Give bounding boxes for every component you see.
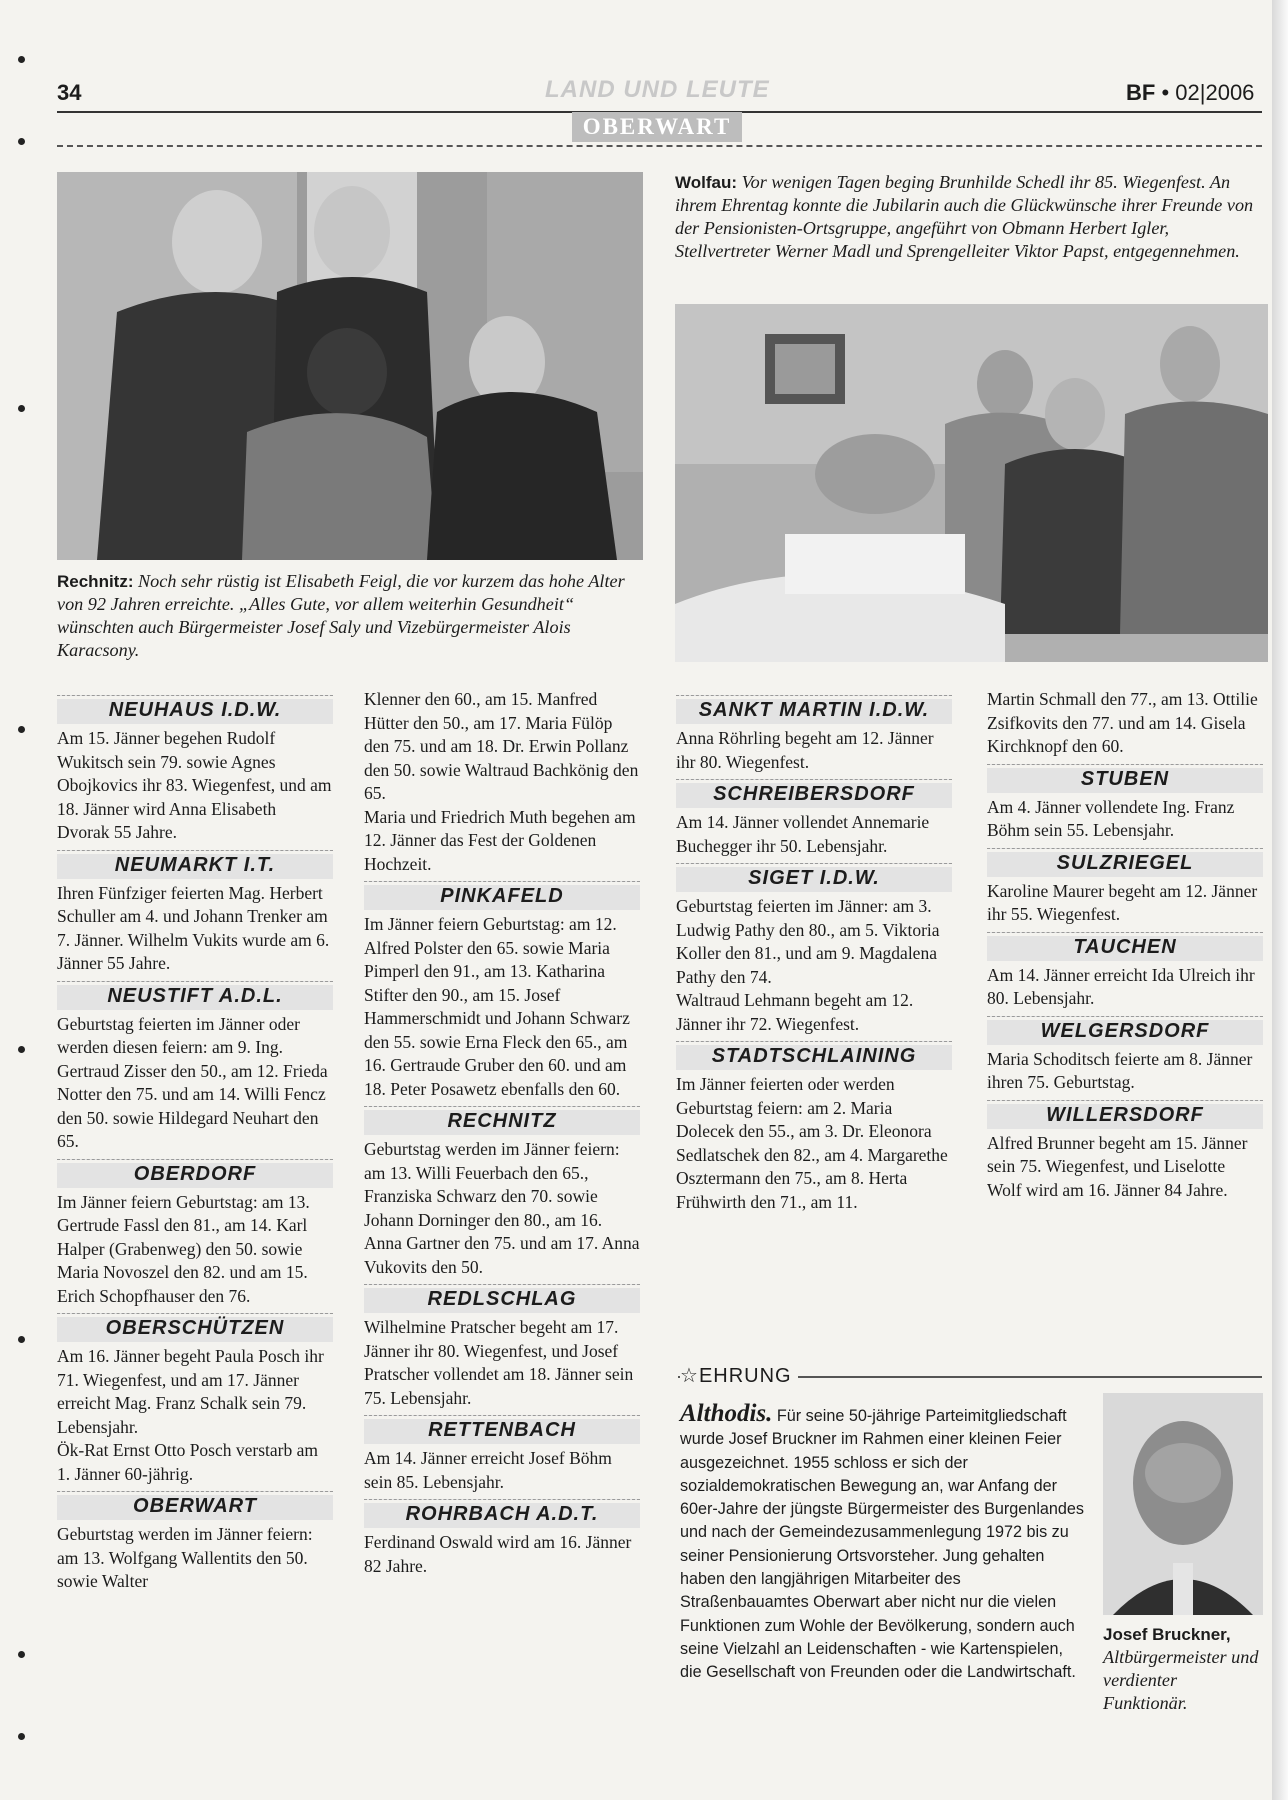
page-number: 34 (57, 80, 82, 105)
caption-place: Wolfau: (675, 173, 738, 192)
ehrung-heading: ☆EHRUNG (680, 1363, 798, 1388)
column-3 (676, 690, 952, 1214)
heading-welgersdorf: WELGERSDORF (987, 1016, 1263, 1045)
heading-redlschlag: REDLSCHLAG (364, 1284, 640, 1313)
ehrung-article (680, 1400, 1088, 1685)
section-title: LAND UND LEUTE (545, 76, 770, 103)
column-1 (57, 690, 333, 1594)
header-dashed-rule (57, 145, 1262, 147)
entry-text: Im Jänner feierten oder werden Geburtstag feiern: am 2. Maria Dolecek den 55., am 3. Dr. Eleonora Sedlatschek den 82., am 4. Margarethe Osztermann den 75., am 8. Herta Frühwirth den 71., am 11. (676, 1074, 948, 1212)
entry-text: Geburtstag feierten im Jänner: am 3. Ludwig Pathy den 80., am 5. Viktoria Koller den 81., und am 9. Magdalena Pathy den 74. (676, 896, 940, 987)
entry-text: Im Jänner feiern Geburtstag: am 13. Gertrude Fassl den 81., am 14. Karl Halper (Grabenweg) den 50. sowie Maria Novoszel den 82. und am 15. Erich Schopfhauser den 76. (57, 1191, 310, 1306)
entry-text: Am 4. Jänner vollendete Ing. Franz Böhm sein 55. Lebensjahr. (987, 796, 1235, 840)
entry-text: Wilhelmine Pratscher begeht am 17. Jänner ihr 80. Wiegenfest, und Josef Pratscher vollendet am 18. Jänner sein 75. Lebensjahr. (364, 1317, 634, 1408)
entry-text: Ferdinand Oswald wird am 16. Jänner 82 Jahre. (364, 1532, 632, 1576)
heading-oberdorf: OBERDORF (57, 1159, 333, 1188)
heading-neumarkt: NEUMARKT I.T. (57, 850, 333, 879)
ehrung-place: Althodis. (680, 1400, 773, 1427)
star-icon: ☆ (680, 1365, 699, 1387)
heading-pinkafeld: PINKAFELD (364, 881, 640, 910)
entry-text: Maria Schoditsch feierte am 8. Jänner ihren 75. Geburtstag. (987, 1048, 1253, 1092)
caption-rechnitz (57, 570, 642, 662)
heading-rohrbach: ROHRBACH A.D.T. (364, 1499, 640, 1528)
entry-text: Am 14. Jänner vollendet Annemarie Buchegger ihr 50. Lebensjahr. (676, 812, 930, 856)
entry-text: Alfred Brunner begeht am 15. Jänner sein 75. Wiegenfest, und Liselotte Wolf wird am 16. Jänner 84 Jahre. (987, 1132, 1248, 1200)
ehrung-text: Für seine 50-jährige Parteimitgliedschaft wurde Josef Bruckner im Rahmen einer kleinen Feier ausgezeichnet. 1955 schloss er sich der sozialdemokratischen Bewegung an, war Anfang der 60er-Jahre der jüngste Bürgermeister des Burgenlandes und nach der Gemeindezusammenlegung 1972 bis zu seiner Pensionierung Ortsvorsteher. Jung gehalten haben den langjährigen Mitarbeiter des Straßenbauamtes Oberwart aber nicht nur die vielen Funktionen zum Wohle der Bevölkerung, sondern auch seine Vielzahl an Leidenschaften - wie Kartenspielen, die Gesellschaft von Freunden oder die Landwirtschaft. (680, 1407, 1085, 1682)
entry-text: Karoline Maurer begeht am 12. Jänner ihr 55. Wiegenfest. (987, 880, 1258, 924)
heading-rechnitz: RECHNITZ (364, 1106, 640, 1135)
entry-text: Martin Schmall den 77., am 13. Ottilie Zsifkovits den 77. und am 14. Gisela Kirchknopf den 60. (987, 689, 1258, 756)
entry-text: Ihren Fünfziger feierten Mag. Herbert Schuller am 4. und Johann Trenker am 7. Jänner. Wilhelm Vukits wurde am 6. Jänner 55 Jahre. (57, 882, 330, 973)
entry-text: Ök-Rat Ernst Otto Posch verstarb am 1. Jänner 60-jährig. (57, 1440, 318, 1484)
caption-wolfau (675, 171, 1260, 263)
heading-siget: SIGET I.D.W. (676, 863, 952, 892)
issue-label: BF • 02|2006 (1126, 80, 1255, 105)
heading-schreibersdorf: SCHREIBERSDORF (676, 779, 952, 808)
column-4 (987, 688, 1263, 1202)
entry-text: Am 15. Jänner begehen Rudolf Wukitsch sein 79. sowie Agnes Obojkovics ihr 83. Wiegenfest, und am 18. Jänner wird Anna Elisabeth Dvorak 55 Jahre. (57, 728, 332, 842)
entry-text: Im Jänner feiern Geburtstag: am 12. Alfred Polster den 65. sowie Maria Pimperl den 91., am 13. Katharina Stifter den 90., am 15. Josef Hammerschmidt und Johann Schwarz den 55. sowie Erna Fleck den 65., am 16. Gertraude Gruber den 60. und am 18. Peter Posawetz ebenfalls den 60. (364, 914, 630, 1099)
heading-rettenbach: RETTENBACH (364, 1415, 640, 1444)
entry-text: Anna Röhrling begeht am 12. Jänner ihr 80. Wiegenfest. (676, 728, 934, 772)
entry-text: Geburtstag werden im Jänner feiern: am 13. Willi Feuerbach den 65., Franziska Schwarz den 70. sowie Johann Dorninger den 80., am 16. Anna Gartner den 75. und am 17. Anna Vukovits den 50. (364, 1139, 640, 1277)
heading-sankt-martin: SANKT MARTIN I.D.W. (676, 695, 952, 724)
heading-neustift: NEUSTIFT A.D.L. (57, 981, 333, 1010)
entry-text: Am 14. Jänner erreicht Ida Ulreich ihr 80. Lebensjahr. (987, 964, 1255, 1008)
caption-place: Rechnitz: (57, 572, 134, 591)
heading-oberschuetzen: OBERSCHÜTZEN (57, 1313, 333, 1342)
heading-tauchen: TAUCHEN (987, 932, 1263, 961)
heading-oberwart: OBERWART (57, 1491, 333, 1520)
photo-bruckner (1103, 1393, 1263, 1615)
caption-bruckner (1103, 1623, 1263, 1715)
caption-title: Altbürgermeister und verdienter Funktionär. (1103, 1647, 1259, 1713)
caption-text: Vor wenigen Tagen beging Brunhilde Schedl ihr 85. Wiegenfest. An ihrem Ehrentag konnte die Jubilarin auch die Glückwünsche ihrer Freunde von der Pensionisten-Ortsgruppe, angeführt von Obmann Herbert Igler, Stellvertreter Werner Madl und Sprengelleiter Viktor Papst, entgegennehmen. (675, 172, 1254, 261)
heading-sulzriegel: SULZRIEGEL (987, 848, 1263, 877)
entry-text: Maria und Friedrich Muth begehen am 12. Jänner das Fest der Goldenen Hochzeit. (364, 806, 636, 874)
heading-willersdorf: WILLERSDORF (987, 1100, 1263, 1129)
heading-neuhaus: NEUHAUS I.D.W. (57, 695, 333, 724)
entry-text: Klenner den 60., am 15. Manfred Hütter den 50., am 17. Maria Fülöp den 75. und am 18. Dr. Erwin Pollanz den 50. sowie Waltraud Bachkönig den 65. (364, 689, 639, 803)
heading-stuben: STUBEN (987, 764, 1263, 793)
entry-text: Geburtstag feierten im Jänner oder werden diesen feiern: am 9. Ing. Gertraud Zisser den 50., am 12. Frieda Notter den 75. und am 14. Willi Fencz den 50. sowie Hildegard Neuhart den 65. (57, 1013, 328, 1151)
region-bar: OBERWART (572, 112, 742, 142)
entry-text: Geburtstag werden im Jänner feiern: am 13. Wolfgang Wallentits den 50. sowie Walter (57, 1524, 313, 1591)
heading-stadtschlaining: STADTSCHLAINING (676, 1041, 952, 1070)
entry-text: Am 14. Jänner erreicht Josef Böhm sein 85. Lebensjahr. (364, 1448, 612, 1492)
caption-text: Noch sehr rüstig ist Elisabeth Feigl, die vor kurzem das hohe Alter von 92 Jahren erreichte. „Alles Gute, vor allem weiterhin Gesundheit“ wünschten auch Bürgermeister Josef Saly und Vizebürgermeister Alois Karacsony. (57, 571, 625, 660)
photo-rechnitz (57, 172, 643, 560)
photo-wolfau (675, 304, 1268, 662)
page-edge (1272, 0, 1288, 1800)
entry-text: Waltraud Lehmann begeht am 12. Jänner ihr 72. Wiegenfest. (676, 990, 914, 1034)
column-2 (364, 688, 640, 1578)
caption-name: Josef Bruckner, (1103, 1625, 1231, 1644)
entry-text: Am 16. Jänner begeht Paula Posch ihr 71. Wiegenfest, und am 17. Jänner erreicht Mag. Franz Schalk sein 79. Lebensjahr. (57, 1346, 324, 1437)
